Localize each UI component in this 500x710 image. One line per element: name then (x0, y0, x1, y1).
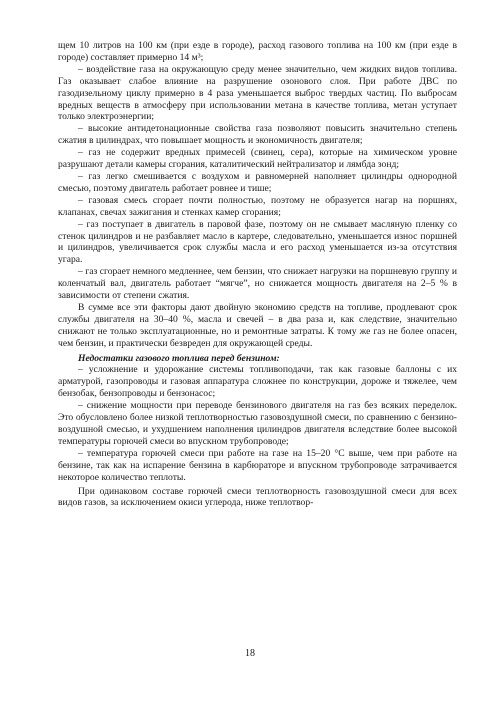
paragraph-complexity: – усложнение и удорожание системы топливоподачи, так как газовые баллоны с их арматурой, газопроводы и газовая аппаратура сложнее по конструкции, дороже и тяжелее, чем бензобак, бензопроводы и бензонасос; (58, 364, 457, 400)
paragraph-vapor-phase: – газ поступает в двигатель в паровой фазе, поэтому он не смывает масляную пленку со стенок цилиндров и не разбавляет масло в картере, следовательно, уменьшается износ поршней и цилиндров, увеличивается срок службы масла и его расход уменьшается из-за отсутствия угара. (58, 218, 457, 266)
paragraph-power-loss: – снижение мощности при переводе бензинового двигателя на газ без всяких переделок. Это обусловлено более низкой теплотворностью газовоздушной смеси, по сравнению с бензино-воздушной смесью, и ухудшением наполнения цилиндров двигателя вследствие более высокой температуры горючей смеси во впускном трубопроводе; (58, 400, 457, 447)
page-number: 18 (245, 648, 255, 659)
paragraph-continuation: щем 10 литров на 100 км (при езде в городе), расход газового топлива на 100 км (при езде в городе) составляет примерно 14 м³; (58, 40, 457, 63)
paragraph-combustion: – газовая смесь сгорает почти полностью, поэтому не образуется нагар на поршнях, клапанах, свечах зажигания и стенках камер сгорания; (58, 194, 457, 218)
paragraph-no-impurities: – газ не содержит вредных примесей (свинец, сера), которые на химическом уровне разрушают детали камеры сгорания, каталитический нейтрализатор и лямбда зонд; (58, 147, 457, 171)
paragraph-temperature: – температура горючей смеси при работе на газе на 15–20 °С выше, чем при работе на бензине, так как на испарение бензина в карбюраторе и впускном трубопроводе затрачивается некоторое количество теплоты. (58, 447, 457, 483)
section-heading: Недостатки газового топлива перед бензином: (78, 352, 280, 364)
body-text (58, 40, 457, 509)
paragraph-antiknock: – высокие антидетонационные свойства газа позволяют повысить значительно степень сжатия в цилиндрах, что повышает мощность и экономичность двигателя; (58, 123, 457, 147)
paragraph-environment: – воздействие газа на окружающую среду менее значительно, чем жидких видов топлива. Газ оказывает слабое влияние на разрушение озонового слоя. При работе ДВС по газодизельному циклу примерно в 4 раза уменьшается выброс твердых частиц. По выбросам вредных веществ в атмосферу при использовании метана в качестве топлива, метан уступает только электроэнергии; (58, 63, 457, 123)
paragraph-heat-value: При одинаковом составе горючей смеси теплотворность газовоздушной смеси для всех видов газов, за исключением окиси углерода, ниже теплотвор- (58, 485, 457, 509)
paragraph-mixing: – газ легко смешивается с воздухом и равномерней наполняет цилиндры однородной смесью, поэтому двигатель работает ровнее и тише; (58, 170, 457, 194)
paragraph-summary: В сумме все эти факторы дают двойную экономию средств на топливе, продлевают срок службы двигателя на 30–40 %, масла и свечей – в два раза и, как следствие, значительно снижают не только эксплуатационные, но и ремонтные затраты. К тому же газ не более опасен, чем бензин, и практически безвреден для окружающей среды. (58, 301, 457, 349)
paragraph-slower-burn: – газ сгорает немного медленнее, чем бензин, что снижает нагрузки на поршневую группу и коленчатый вал, двигатель работает “мягче”, но снижается мощность двигателя на 2–5 % в зависимости от степени сжатия. (58, 266, 457, 302)
